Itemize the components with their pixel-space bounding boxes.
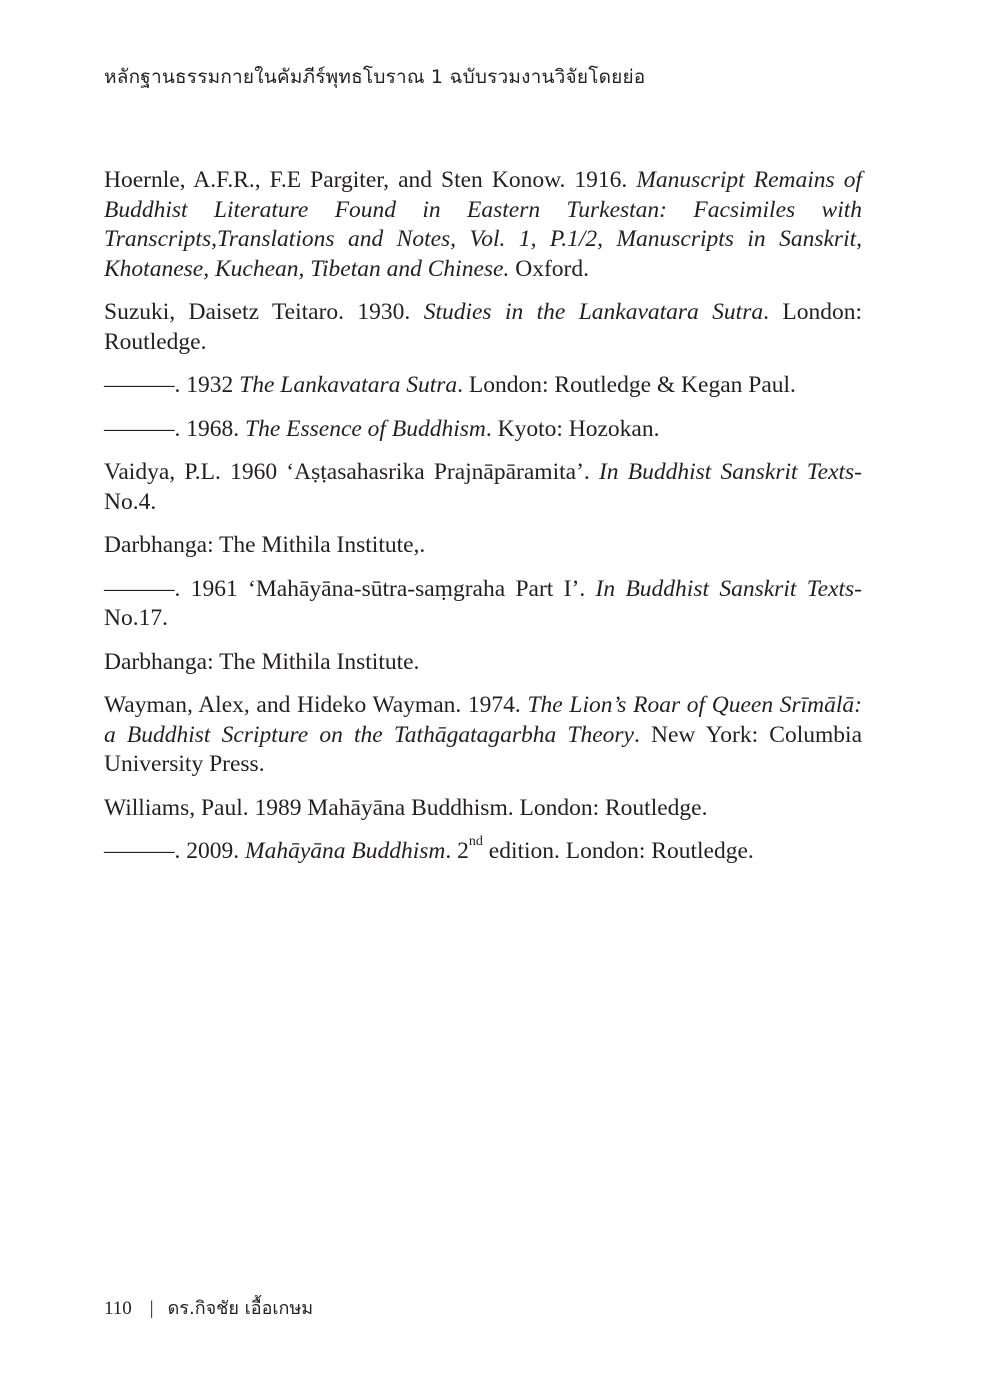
reference-title: Studies in the Lankavatara Sutra (423, 299, 764, 325)
reference-text: ———. 1961 ‘Mahāyāna-sūtra-saṃgraha Part I’. (104, 575, 596, 602)
reference-text: Williams, Paul. 1989 Mahāyāna Buddhism. London: Routledge. (104, 794, 708, 821)
reference-text: ———. 1968. (104, 415, 245, 442)
reference-list (104, 166, 862, 881)
reference-title: Manuscript Remains of Buddhist Literature Found in Eastern Turkestan: Facsimiles with Transcripts,Translations and Notes, Vol. 1, P.1/2, Manuscripts in Sanskrit, Khotanese, Kuchean, Tibetan and Chinese. (104, 167, 862, 282)
reference-text: No.17. (104, 605, 168, 631)
reference-text: Vaidya, P.L. 1960 ‘Aṣṭasahasrika Prajnāpāramita’. (104, 459, 599, 485)
page-footer (104, 1293, 313, 1322)
reference-entry (104, 794, 862, 824)
reference-text: Suzuki, Daisetz Teitaro. 1930. (104, 299, 424, 325)
reference-entry (104, 166, 862, 284)
running-header: หลักฐานธรรมกายในคัมภีร์พุทธโบราณ 1 ฉบับรวมงานวิจัยโดยย่อ (104, 66, 646, 88)
reference-entry (104, 531, 862, 561)
reference-text: ———. 2009. (104, 838, 245, 864)
reference-title: The Essence of Buddhism (245, 415, 486, 442)
ordinal-suffix: nd (468, 834, 483, 849)
reference-text: edition. London: Routledge. (482, 838, 754, 864)
reference-text: . 2 (445, 838, 469, 864)
reference-text: . Kyoto: Hozokan. (485, 415, 660, 442)
reference-title: Mahāyāna Buddhism (245, 838, 446, 864)
reference-text: Darbhanga: The Mithila Institute,. (104, 532, 426, 558)
page-number: 110 (104, 1298, 132, 1319)
reference-text: . London: Routledge. (104, 299, 863, 355)
reference-entry (104, 415, 862, 445)
reference-entry (104, 691, 862, 780)
reference-text: . London: Routledge & Kegan Paul. (457, 372, 796, 398)
reference-entry (104, 371, 862, 401)
reference-text: Hoernle, A.F.R., F.E Pargiter, and Sten Konow. 1916. (104, 167, 637, 193)
reference-text: Wayman, Alex, and Hideko Wayman. 1974. (104, 692, 528, 718)
reference-text: Oxford. (509, 255, 589, 282)
reference-entry (104, 648, 862, 678)
reference-title: The Lankavatara Sutra (239, 372, 458, 398)
reference-text: Darbhanga: The Mithila Institute. (104, 648, 420, 675)
reference-text: . New York: Columbia University Press. (104, 721, 862, 777)
footer-separator: | (149, 1298, 154, 1319)
reference-text: ———. 1932 (104, 372, 240, 398)
author-name: ดร.กิจชัย เอื้อเกษม (167, 1298, 314, 1319)
reference-title: In Buddhist Sanskrit Texts- (595, 575, 862, 602)
reference-text: No.4. (104, 488, 157, 515)
reference-title: The Lion’s Roar of Queen Srīmālā: a Buddhist Scripture on the Tathāgatagarbha Theory (104, 692, 862, 748)
reference-entry (104, 298, 862, 357)
reference-title: In Buddhist Sanskrit Texts- (598, 459, 862, 485)
reference-entry (104, 575, 862, 634)
reference-entry (104, 834, 862, 867)
reference-entry (104, 458, 862, 517)
